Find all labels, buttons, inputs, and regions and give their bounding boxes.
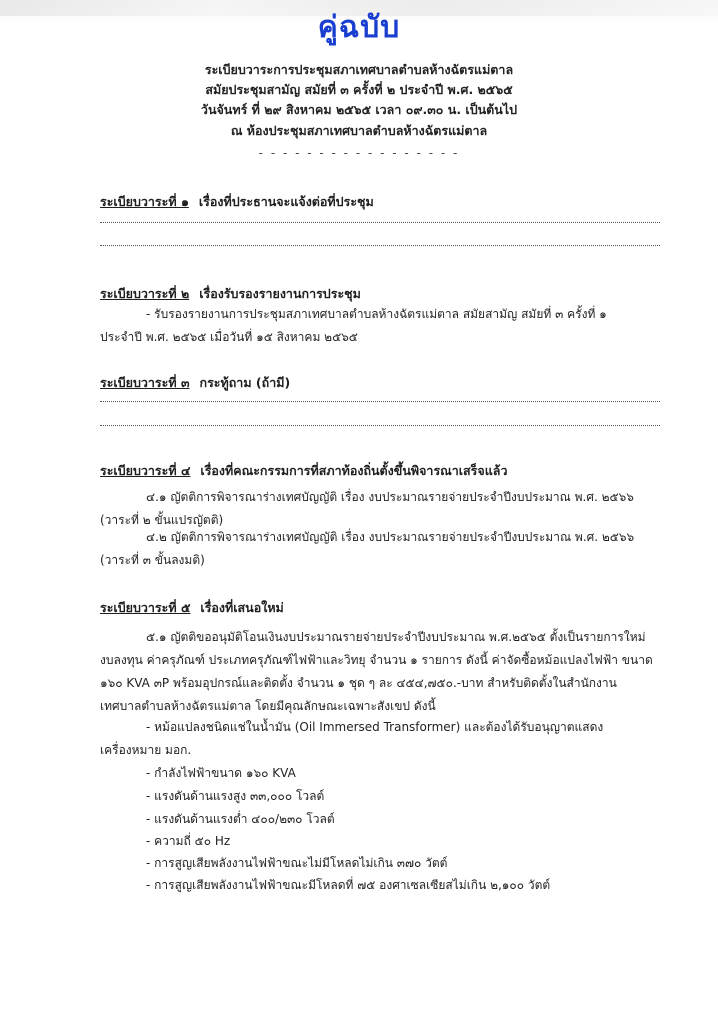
spec-item-transformer-type: - หม้อแปลงชนิดแช่ในน้ำมัน (Oil Immersed Transformer) และต้องได้รับอนุญาตแสดง <box>146 720 604 734</box>
spec-item-no-load-loss: - การสูญเสียพลังงานไฟฟ้าขณะไม่มีโหลดไม่เกิน ๓๗๐ วัตต์ <box>146 856 448 870</box>
agenda-5-paragraph-line2: งบลงทุน ค่าครุภัณฑ์ ประเภทครุภัณฑ์ไฟฟ้าและวิทยุ จำนวน ๑ รายการ ดังนี้ ค่าจัดซื้อหม้อแปลงไฟฟ้า ขนาด <box>100 653 653 667</box>
dotted-line <box>100 425 660 426</box>
dotted-line <box>100 222 660 223</box>
copy-stamp: คู่ฉบับ <box>317 10 401 45</box>
header-session: สมัยประชุมสามัญ สมัยที่ ๓ ครั้งที่ ๒ ประจำปี พ.ศ. ๒๕๖๕ <box>205 82 513 97</box>
dotted-line <box>100 401 660 402</box>
dotted-line <box>100 245 660 246</box>
spec-item-frequency: - ความถี่ ๕๐ Hz <box>146 834 231 848</box>
agenda-3-title: กระทู้ถาม (ถ้ามี) <box>199 375 291 390</box>
agenda-5-paragraph-line4: เทศบาลตำบลห้างฉัตรแม่ตาล โดยมีคุณลักษณะเฉพาะสังเขป ดังนี้ <box>100 699 436 713</box>
spec-item-high-voltage: - แรงดันด้านแรงสูง ๓๓,๐๐๐ โวลต์ <box>146 789 325 803</box>
agenda-3-heading <box>100 373 290 393</box>
header-separator: - - - - - - - - - - - - - - - - - <box>258 146 460 160</box>
agenda-4-item-1-stage: (วาระที่ ๒ ขั้นแปรญัตติ) <box>100 513 224 527</box>
header-location: ณ ห้องประชุมสภาเทศบาลตำบลห้างฉัตรแม่ตาล <box>230 123 488 138</box>
agenda-4-item-1: ๔.๑ ญัตติการพิจารณาร่างเทศบัญญัติ เรื่อง งบประมาณรายจ่ายประจำปีงบประมาณ พ.ศ. ๒๕๖๖ <box>146 490 634 504</box>
spec-item-power: - กำลังไฟฟ้าขนาด ๑๖๐ KVA <box>146 766 296 780</box>
agenda-2-body-line2: ประจำปี พ.ศ. ๒๕๖๕ เมื่อวันที่ ๑๕ สิงหาคม ๒๕๖๕ <box>100 330 358 344</box>
agenda-2-heading <box>100 284 361 304</box>
agenda-1-title: เรื่องที่ประธานจะแจ้งต่อที่ประชุม <box>198 194 374 209</box>
agenda-4-label: ระเบียบวาระที่ ๔ <box>100 463 191 478</box>
agenda-3-label: ระเบียบวาระที่ ๓ <box>100 375 190 390</box>
agenda-1-label: ระเบียบวาระที่ ๑ <box>100 194 189 209</box>
agenda-5-paragraph-line1: ๕.๑ ญัตติขออนุมัติโอนเงินงบประมาณรายจ่ายประจำปีงบประมาณ พ.ศ.๒๕๖๕ ตั้งเป็นรายการใหม่ <box>146 630 646 644</box>
agenda-2-body-line1: - รับรองรายงานการประชุมสภาเทศบาลตำบลห้างฉัตรแม่ตาล สมัยสามัญ สมัยที่ ๓ ครั้งที่ ๑ <box>146 307 607 321</box>
header-title: ระเบียบวาระการประชุมสภาเทศบาลตำบลห้างฉัตรแม่ตาล <box>204 62 514 77</box>
agenda-5-paragraph-line3: ๑๖๐ KVA ๓P พร้อมอุปกรณ์และติดตั้ง จำนวน ๑ ชุด ๆ ละ ๔๕๔,๗๕๐.-บาท สำหรับติดตั้งในสำนักงาน <box>100 676 617 690</box>
spec-item-transformer-type-cont: เครื่องหมาย มอก. <box>100 743 192 757</box>
spec-item-load-loss: - การสูญเสียพลังงานไฟฟ้าขณะมีโหลดที่ ๗๕ องศาเซลเซียสไม่เกิน ๒,๑๐๐ วัตต์ <box>146 878 551 892</box>
agenda-4-title: เรื่องที่คณะกรรมการที่สภาท้องถิ่นตั้งขึ้นพิจารณาเสร็จแล้ว <box>200 463 508 478</box>
agenda-4-item-2: ๔.๒ ญัตติการพิจารณาร่างเทศบัญญัติ เรื่อง งบประมาณรายจ่ายประจำปีงบประมาณ พ.ศ. ๒๕๖๖ <box>146 530 635 544</box>
agenda-4-item-2-stage: (วาระที่ ๓ ขั้นลงมติ) <box>100 553 205 567</box>
agenda-1-heading <box>100 192 374 212</box>
agenda-2-title: เรื่องรับรองรายงานการประชุม <box>199 286 361 301</box>
agenda-5-label: ระเบียบวาระที่ ๕ <box>100 600 191 615</box>
agenda-5-heading <box>100 598 284 618</box>
agenda-4-heading <box>100 461 507 481</box>
agenda-5-title: เรื่องที่เสนอใหม่ <box>200 600 284 615</box>
spec-item-low-voltage: - แรงดันด้านแรงต่ำ ๔๐๐/๒๓๐ โวลต์ <box>146 812 335 826</box>
agenda-2-label: ระเบียบวาระที่ ๒ <box>100 286 190 301</box>
header-date: วันจันทร์ ที่ ๒๙ สิงหาคม ๒๕๖๕ เวลา ๐๙.๓๐ น. เป็นต้นไป <box>200 102 518 117</box>
